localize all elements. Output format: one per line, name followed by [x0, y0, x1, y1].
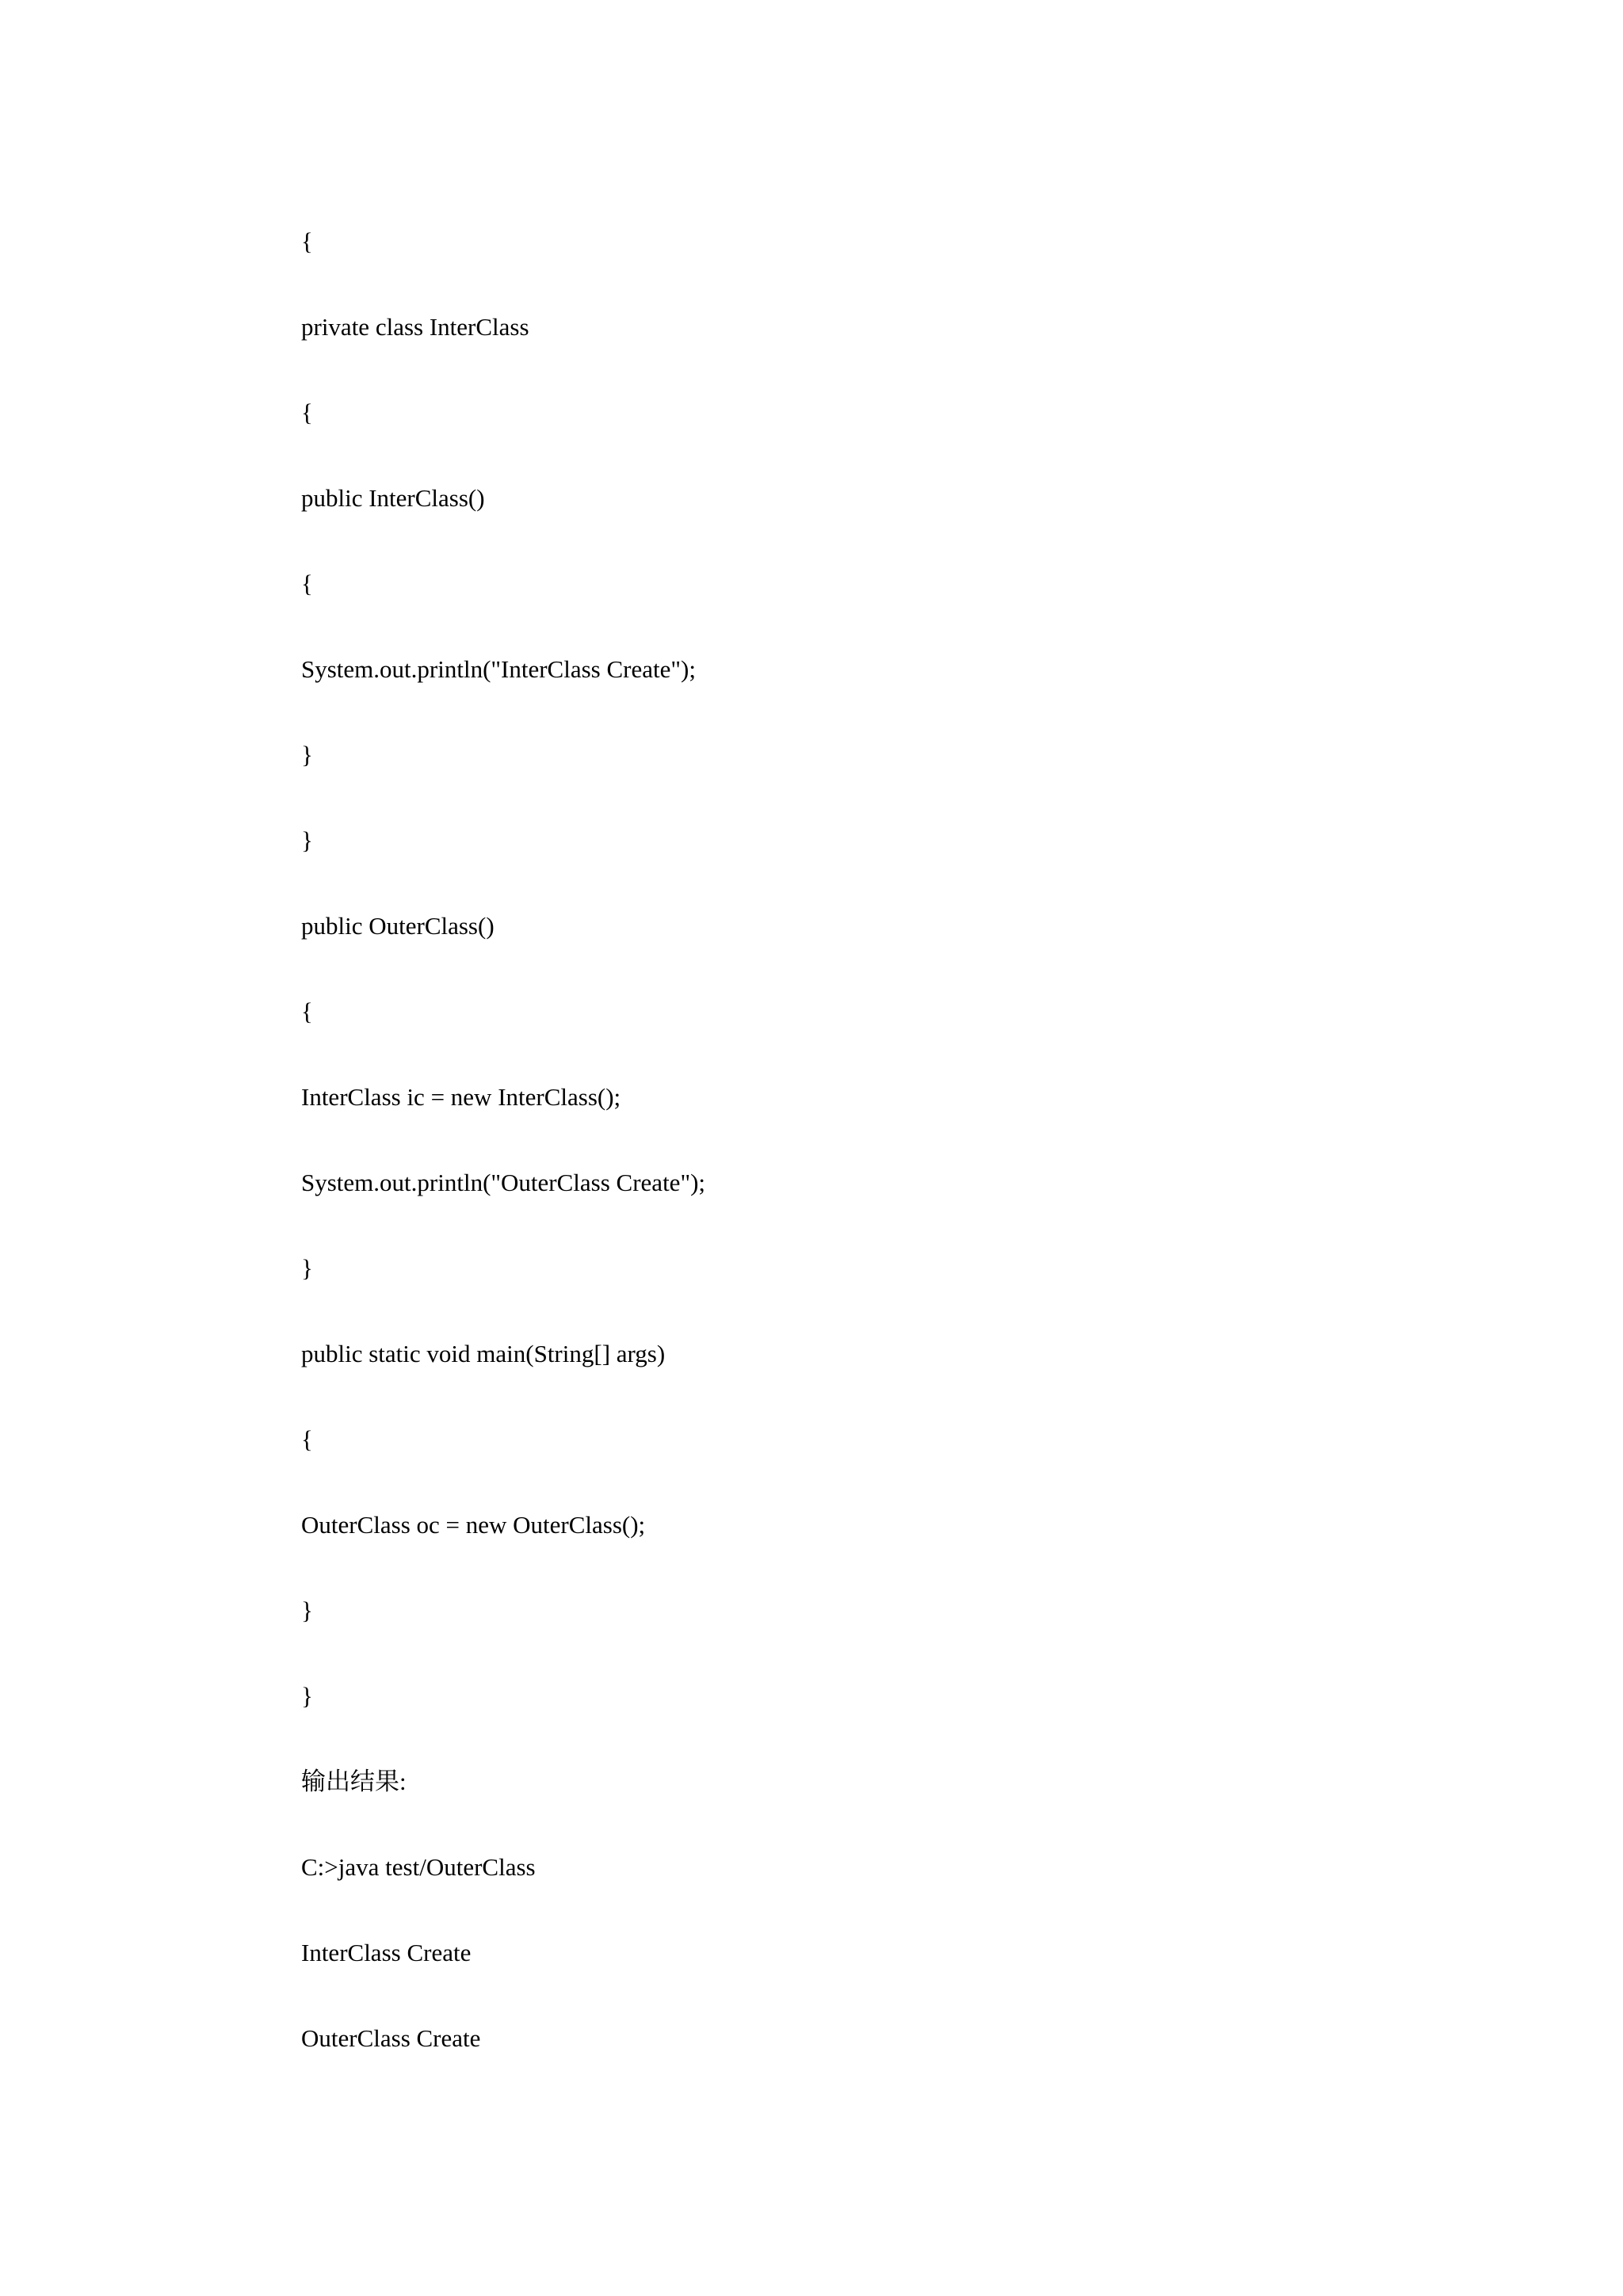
code-line-open-brace: { [301, 570, 313, 597]
code-line-new-interclass: InterClass ic = new InterClass(); [301, 1083, 621, 1111]
code-line-open-brace: { [301, 1425, 313, 1453]
code-line-close-brace: } [301, 741, 313, 769]
code-line-private-class: private class InterClass [301, 313, 529, 341]
code-line-main-method: public static void main(String[] args) [301, 1340, 666, 1367]
code-line-println-interclass: System.out.println("InterClass Create"); [301, 655, 696, 683]
code-line-new-outerclass: OuterClass oc = new OuterClass(); [301, 1511, 646, 1539]
output-command-line: C:>java test/OuterClass [301, 1853, 536, 1881]
output-line-interclass: InterClass Create [301, 1939, 472, 1966]
code-line-close-brace: } [301, 1682, 313, 1710]
code-line-outerclass-constructor: public OuterClass() [301, 912, 495, 940]
output-heading: 输出结果: [301, 1768, 407, 1795]
output-line-outerclass: OuterClass Create [301, 2024, 481, 2052]
code-line-close-brace: } [301, 1254, 313, 1282]
code-line-open-brace: { [301, 399, 313, 426]
code-line-close-brace: } [301, 1596, 313, 1624]
code-line-close-brace: } [301, 826, 313, 854]
code-line-open-brace: { [301, 227, 313, 255]
code-line-interclass-constructor: public InterClass() [301, 484, 485, 512]
code-line-open-brace: { [301, 997, 313, 1025]
code-line-println-outerclass: System.out.println("OuterClass Create"); [301, 1169, 706, 1196]
